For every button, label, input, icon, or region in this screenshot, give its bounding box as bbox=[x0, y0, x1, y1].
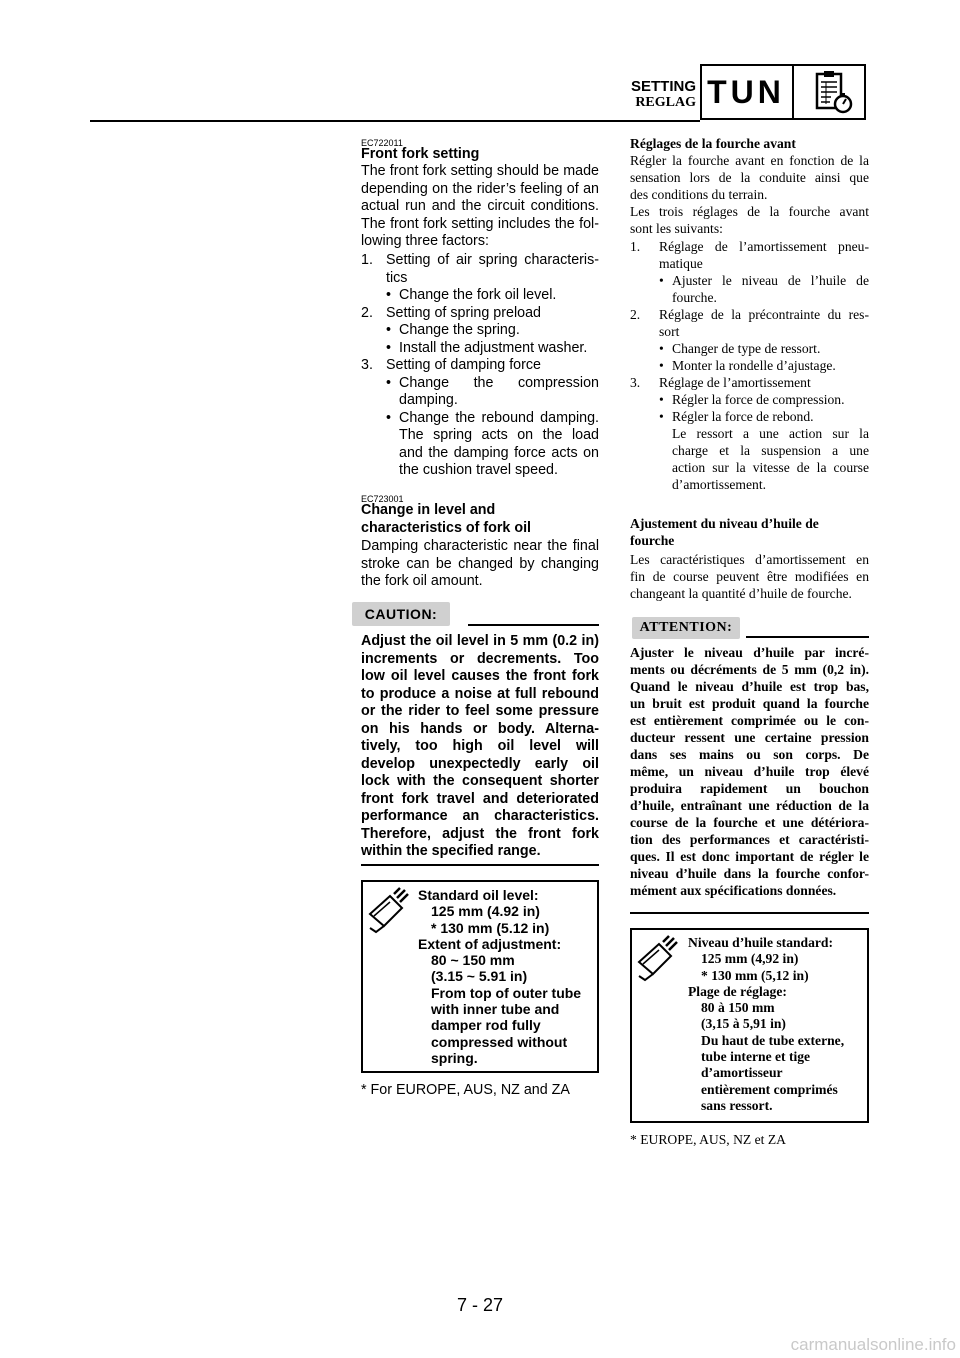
attention-rule-bottom bbox=[630, 912, 869, 914]
title-line: fourche bbox=[630, 533, 675, 548]
bullet: • bbox=[386, 374, 392, 391]
list-item bbox=[630, 408, 869, 493]
text-line: tics bbox=[386, 269, 408, 286]
section-title-oil-level bbox=[361, 502, 531, 537]
section-title-reglages: Réglages de la fourche avant bbox=[630, 136, 796, 151]
text-line: The front fork setting should be made bbox=[361, 163, 599, 179]
spec-line: spring. bbox=[431, 1049, 478, 1066]
spec-line: 80 ~ 150 mm bbox=[431, 952, 515, 969]
text-line: produira rapidement un bouchon bbox=[630, 781, 869, 796]
spec-line: sans ressort. bbox=[701, 1097, 773, 1113]
text-line: develop unexpectedly early oil bbox=[361, 755, 599, 772]
text-line: sensation lors de la conduite ainsi que bbox=[630, 170, 869, 185]
text-line: charge et la suspension a une bbox=[672, 443, 869, 458]
bullet: • bbox=[659, 341, 664, 356]
text-line: The front fork setting includes the fol- bbox=[361, 215, 599, 232]
list-item bbox=[630, 306, 869, 340]
text-line: dans ses mains ou son corps. De bbox=[630, 747, 869, 762]
section-tab-divider bbox=[792, 64, 794, 120]
spec-line: damper rod fully bbox=[431, 1017, 541, 1034]
text-line: damping. bbox=[399, 392, 458, 408]
text-line: Setting of air spring characteris- bbox=[386, 252, 599, 268]
text-line: stroke can be changed by changing bbox=[361, 555, 599, 572]
oil-paragraph bbox=[361, 538, 599, 591]
list-number: 1. bbox=[630, 239, 641, 254]
text-line: tion des performances et caractéristi- bbox=[630, 832, 869, 847]
text-line: même, un niveau d’huile trop élevé bbox=[630, 764, 869, 779]
text-line: Réglage de l’amortissement pneu- bbox=[659, 239, 869, 254]
spec-line: 125 mm (4,92 in) bbox=[701, 951, 799, 967]
list-number: 2. bbox=[361, 304, 373, 321]
title-line: Ajustement du niveau d’huile de bbox=[630, 516, 819, 531]
text-line: Quand le niveau d’huile est trop bas, bbox=[630, 679, 869, 694]
clipboard-stopwatch-icon bbox=[800, 68, 860, 116]
attention-rule-top bbox=[746, 636, 869, 638]
text-line: Change the compression bbox=[399, 374, 599, 391]
list-item bbox=[630, 357, 869, 374]
text-line: Setting of spring preload bbox=[386, 304, 541, 321]
spec-line: compressed without bbox=[431, 1033, 568, 1050]
text-line: sort bbox=[659, 324, 680, 339]
section-title-ajustement bbox=[630, 515, 819, 549]
wrench-spec-icon bbox=[364, 884, 420, 940]
caution-rule-bottom bbox=[361, 864, 599, 866]
watermark: carmanualsonline.info bbox=[790, 1335, 956, 1354]
caution-label: CAUTION: bbox=[352, 602, 450, 626]
text-line: est entièrement comprimée ou le con- bbox=[630, 713, 869, 728]
list-item bbox=[630, 374, 869, 391]
attention-label: ATTENTION: bbox=[632, 617, 740, 639]
fr-intro-paragraph bbox=[630, 152, 869, 237]
section-title-front-fork-setting: Front fork setting bbox=[361, 146, 480, 162]
spec-line: Standard oil level: bbox=[418, 887, 539, 903]
text-line: Therefore, adjust the front fork bbox=[361, 825, 599, 842]
page-number: 7 - 27 bbox=[456, 1295, 504, 1315]
bullet: • bbox=[386, 287, 392, 303]
spec-line: d’amortisseur bbox=[701, 1065, 783, 1081]
text-line: increments or decrements. Too bbox=[361, 650, 599, 667]
text-line: Adjust the oil level in 5 mm (0.2 in) bbox=[361, 633, 599, 649]
bullet: • bbox=[386, 339, 392, 356]
text-line: ducteur ressent une certaine pression bbox=[630, 730, 869, 745]
text-line: action sur la vitesse de la course bbox=[672, 460, 869, 475]
spec-line: entièrement comprimés bbox=[701, 1081, 838, 1097]
caution-text bbox=[361, 633, 599, 861]
text-line: front fork travel and deteriorated bbox=[361, 790, 599, 807]
list-item bbox=[630, 272, 869, 306]
text-line: Régler la fourche avant en fonction de la bbox=[630, 153, 869, 168]
text-line: Réglage de l’amortissement bbox=[659, 375, 811, 390]
text-line: Le ressort a une action sur la bbox=[672, 426, 869, 441]
list-item bbox=[630, 238, 869, 272]
spec-line: with inner tube and bbox=[431, 1001, 560, 1018]
text-line: changeant la quantité d’huile de fourche. bbox=[630, 586, 852, 601]
spec-line: Niveau d’huile standard: bbox=[688, 935, 834, 950]
list-item bbox=[630, 391, 869, 408]
spec-line: tube interne et tige bbox=[701, 1049, 811, 1065]
header-reglag-label: REGLAG bbox=[635, 95, 696, 110]
text-line: Damping characteristic near the final bbox=[361, 538, 599, 554]
list-item bbox=[361, 340, 599, 358]
section-code: EC723001 bbox=[361, 494, 404, 504]
list-number: 2. bbox=[630, 307, 641, 322]
text-line: course de la fourche et une détériora- bbox=[630, 815, 869, 830]
spec-line: 125 mm (4.92 in) bbox=[431, 903, 540, 920]
spec-line: Du haut de tube externe, bbox=[701, 1032, 845, 1048]
text-line: Change the spring. bbox=[399, 322, 520, 338]
text-line: tively, too high oil level will bbox=[361, 738, 599, 754]
bullet: • bbox=[659, 392, 664, 407]
text-line: depending on the rider’s feeling of an bbox=[361, 180, 599, 197]
fr-settings-list bbox=[630, 238, 869, 493]
text-line: and the damping force acts on bbox=[399, 444, 599, 461]
fr-oil-paragraph bbox=[630, 551, 869, 602]
text-line: Réglage de la précontrainte du res- bbox=[659, 307, 869, 322]
section-code-tun: TUN bbox=[707, 74, 785, 110]
bullet: • bbox=[659, 273, 664, 288]
fr-footnote: * EUROPE, AUS, NZ et ZA bbox=[630, 1132, 786, 1147]
text-line: Ajuster le niveau d’huile par incré- bbox=[630, 645, 869, 660]
text-line: within the specified range. bbox=[361, 843, 541, 859]
spec-line: (3,15 à 5,91 in) bbox=[701, 1016, 786, 1032]
list-item bbox=[361, 287, 599, 305]
fr-spec-text bbox=[688, 935, 866, 1114]
wrench-spec-icon bbox=[633, 932, 689, 988]
text-line: Régler la force de rebond. bbox=[672, 409, 814, 424]
text-line: lock with the consequent shorter bbox=[361, 773, 599, 789]
text-line: Les trois réglages de la fourche avant bbox=[630, 204, 869, 219]
caution-rule-top bbox=[468, 624, 599, 626]
list-item bbox=[361, 305, 599, 323]
text-line: niveau d’huile dans la fourche confor- bbox=[630, 866, 869, 881]
text-line: lowing three factors: bbox=[361, 233, 489, 249]
text-line: Les caractéristiques d’amortissement en bbox=[630, 552, 869, 567]
list-number: 1. bbox=[361, 252, 373, 268]
text-line: Monter la rondelle d’ajustage. bbox=[672, 358, 836, 373]
section-code: EC722011 bbox=[361, 138, 403, 148]
text-line: to produce a noise at full rebound bbox=[361, 685, 599, 702]
text-line: un bruit est produit quand la fourche bbox=[630, 696, 869, 711]
spec-line: 80 à 150 mm bbox=[701, 1000, 775, 1016]
bullet: • bbox=[386, 322, 392, 338]
spec-line: (3.15 ~ 5.91 in) bbox=[431, 968, 528, 985]
list-item bbox=[361, 357, 599, 375]
header-setting-label: SETTING bbox=[630, 78, 696, 95]
text-line: fourche. bbox=[672, 290, 717, 305]
text-line: on his hands or body. Alterna- bbox=[361, 720, 599, 737]
text-line: Change the fork oil level. bbox=[399, 287, 557, 303]
text-line: or the rider to feel some pressure bbox=[361, 703, 599, 719]
attention-text bbox=[630, 644, 869, 899]
list-item bbox=[361, 410, 599, 480]
spec-line: Extent of adjustment: bbox=[418, 935, 562, 952]
intro-paragraph bbox=[361, 163, 599, 251]
bullet: • bbox=[659, 358, 664, 373]
spec-line: Plage de réglage: bbox=[688, 983, 787, 999]
text-line: The spring acts on the load bbox=[399, 427, 599, 443]
text-line: matique bbox=[659, 256, 703, 271]
bullet: • bbox=[659, 409, 664, 424]
text-line: performance an characteristics. bbox=[361, 808, 599, 824]
text-line: low oil level causes the front fork bbox=[361, 668, 599, 684]
text-line: ques. Il est donc important de régler le bbox=[630, 849, 869, 864]
list-number: 3. bbox=[361, 357, 373, 373]
text-line: d’huile, entraînant une réduction de la bbox=[630, 798, 869, 813]
text-line: sont les suivants: bbox=[630, 221, 723, 236]
text-line: the cushion travel speed. bbox=[399, 462, 558, 478]
text-line: d’amortissement. bbox=[672, 477, 767, 492]
text-line: fin de course peuvent être modifiées en bbox=[630, 569, 869, 584]
list-item bbox=[630, 340, 869, 357]
text-line: Install the adjustment washer. bbox=[399, 339, 588, 356]
spec-line: * 130 mm (5.12 in) bbox=[431, 919, 550, 936]
text-line: ments ou décréments de 5 mm (0,2 in). bbox=[630, 662, 869, 677]
text-line: Régler la force de compression. bbox=[672, 392, 845, 407]
list-item bbox=[361, 375, 599, 410]
text-line: the fork oil amount. bbox=[361, 573, 483, 589]
bullet: • bbox=[386, 409, 392, 426]
text-line: Ajuster le niveau de l’huile de bbox=[672, 273, 869, 288]
list-item bbox=[361, 322, 599, 340]
text-line: Changer de type de ressort. bbox=[672, 341, 821, 356]
text-line: actual run and the circuit conditions. bbox=[361, 198, 599, 214]
footnote: * For EUROPE, AUS, NZ and ZA bbox=[361, 1082, 570, 1098]
text-line: Change the rebound damping. bbox=[399, 409, 599, 426]
text-line: Setting of damping force bbox=[386, 357, 541, 373]
list-item bbox=[361, 252, 599, 287]
text-line: mément aux spécifications données. bbox=[630, 883, 837, 898]
settings-list bbox=[361, 252, 599, 480]
text-line: des conditions du terrain. bbox=[630, 187, 768, 202]
header-rule bbox=[90, 120, 700, 122]
title-line: characteristics of fork oil bbox=[361, 519, 532, 536]
list-number: 3. bbox=[630, 375, 641, 390]
title-line: Change in level and bbox=[361, 502, 496, 518]
spec-text bbox=[418, 887, 596, 1066]
spec-line: * 130 mm (5,12 in) bbox=[701, 967, 809, 983]
spec-line: From top of outer tube bbox=[431, 984, 582, 1001]
